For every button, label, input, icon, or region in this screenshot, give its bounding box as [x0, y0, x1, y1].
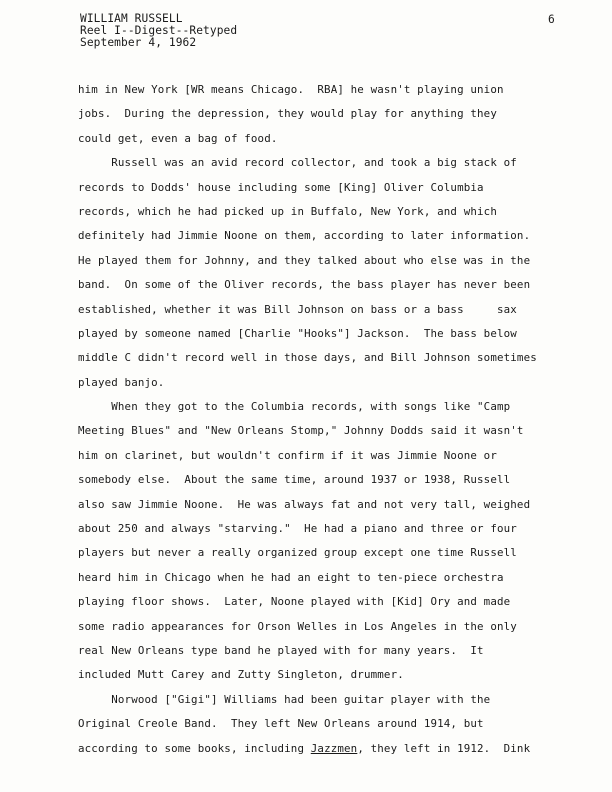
text-line: included Mutt Carey and Zutty Singleton, drummer.: [78, 668, 404, 682]
text-line: middle C didn't record well in those days, and Bill Johnson sometimes: [78, 351, 537, 365]
text-span: according to some books, including: [78, 741, 311, 755]
header-name: WILLIAM RUSSELL: [80, 12, 183, 25]
page-number: 6: [548, 13, 555, 26]
text-line: also saw Jimmie Noone. He was always fat and not very tall, weighed: [78, 497, 531, 511]
text-line-last: [78, 742, 578, 766]
text-line: could get, even a bag of food.: [78, 131, 278, 145]
book-title-underlined: Jazzmen: [310, 741, 358, 755]
text-line: real New Orleans type band he played with for many years. It: [78, 643, 484, 657]
text-line: playing floor shows. Later, Noone played with [Kid] Ory and made: [78, 595, 511, 609]
text-line: some radio appearances for Orson Welles in Los Angeles in the only: [78, 619, 517, 633]
text-line: Norwood ["Gigi"] Williams had been guitar player with the: [78, 692, 491, 706]
text-line: records, which he had picked up in Buffalo, New York, and which: [78, 204, 497, 218]
text-line: somebody else. About the same time, around 1937 or 1938, Russell: [78, 473, 511, 487]
text-line: heard him in Chicago when he had an eight to ten-piece orchestra: [78, 570, 504, 584]
document-header: [80, 13, 237, 49]
text-line: records to Dodds' house including some [King] Oliver Columbia: [78, 180, 484, 194]
text-line: established, whether it was Bill Johnson on bass or a bass sax: [78, 302, 517, 316]
text-line: definitely had Jimmie Noone on them, according to later information.: [78, 229, 531, 243]
text-line: played by someone named [Charlie "Hooks"] Jackson. The bass below: [78, 326, 517, 340]
transcript-body: [78, 83, 578, 766]
text-line: band. On some of the Oliver records, the bass player has never been: [78, 278, 531, 292]
text-line: Russell was an avid record collector, and took a big stack of: [78, 156, 517, 170]
text-span: , they left in 1912. Dink: [357, 741, 531, 755]
text-line: players but never a really organized group except one time Russell: [78, 546, 517, 560]
text-line: played banjo.: [78, 375, 165, 389]
header-date: September 4, 1962: [80, 36, 197, 49]
text-line: He played them for Johnny, and they talked about who else was in the: [78, 253, 531, 267]
text-line: him in New York [WR means Chicago. RBA] he wasn't playing union: [78, 83, 504, 96]
text-line: jobs. During the depression, they would play for anything they: [78, 107, 497, 121]
text-line: him on clarinet, but wouldn't confirm if it was Jimmie Noone or: [78, 448, 497, 462]
text-line: When they got to the Columbia records, with songs like "Camp: [78, 400, 511, 414]
text-line: Original Creole Band. They left New Orleans around 1914, but: [78, 717, 484, 731]
text-line: about 250 and always "starving." He had a piano and three or four: [78, 522, 517, 536]
text-line: Meeting Blues" and "New Orleans Stomp," Johnny Dodds said it wasn't: [78, 424, 524, 438]
header-reel: Reel I--Digest--Retyped: [80, 24, 238, 37]
